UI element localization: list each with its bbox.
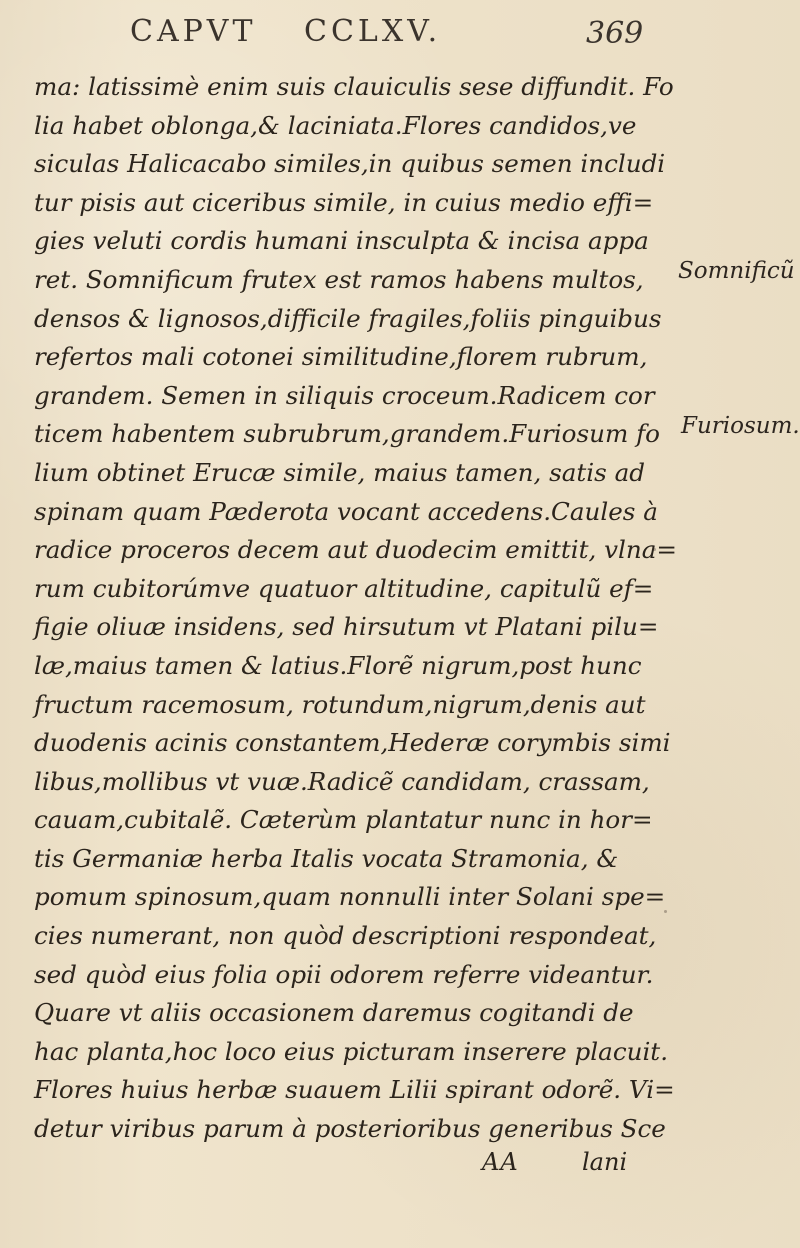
text-line-17: fructum racemosum, rotundum,nigrum,denis aut: [34, 689, 646, 719]
ink-speck: [664, 910, 667, 913]
text-line-18: duodenis acinis constantem,Hederæ corymbis simi: [34, 728, 671, 758]
text-line-23: cies numerant, non quòd descriptioni respondeat,: [34, 921, 657, 951]
page-number: 369: [586, 16, 644, 51]
text-line-12: spinam quam Pæderota vocant accedens.Caules à: [34, 496, 658, 526]
text-line-6: ret. Somnificum frutex est ramos habens multos,: [34, 264, 644, 294]
text-line-1: ma: latissimè enim suis clauiculis sese diffundit. Fo: [34, 72, 674, 101]
text-line-27: Flores huius herbæ suauem Lilii spirant odorẽ. Vi=: [34, 1075, 675, 1105]
catchword: lani: [582, 1148, 628, 1176]
text-line-9: grandem. Semen in siliquis croceum.Radicem cor: [34, 380, 655, 410]
text-line-3: siculas Halicacabo similes,in quibus semen includi: [34, 149, 666, 179]
chapter-number: CCLXV.: [304, 14, 442, 49]
text-line-21: tis Germaniæ herba Italis vocata Stramonia, &: [34, 843, 619, 873]
running-header: [130, 10, 670, 54]
header-title: CAPVT: [130, 14, 257, 49]
text-line-24: sed quòd eius folia opii odorem referre videantur.: [34, 959, 654, 989]
text-line-26: hac planta,hoc loco eius picturam inserere placuit.: [34, 1036, 669, 1066]
text-line-13: radice proceros decem aut duodecim emittit, vlna=: [34, 535, 678, 565]
text-line-5: gies veluti cordis humani insculpta & incisa appa: [34, 226, 649, 256]
main-text-block: [34, 68, 678, 1149]
text-line-16: læ,maius tamen & latius.Florẽ nigrum,post hunc: [34, 650, 642, 680]
text-line-7: densos & lignosos,difficile fragiles,foliis pinguibus: [34, 303, 662, 333]
text-line-28: detur viribus parum à posterioribus generibus Sce: [34, 1114, 666, 1144]
text-line-4: tur pisis aut ciceribus simile, in cuius medio effi=: [34, 187, 654, 217]
text-line-2: lia habet oblonga,& laciniata.Flores candidos,ve: [34, 110, 637, 140]
text-line-8: refertos mali cotonei similitudine,florem rubrum,: [34, 342, 648, 372]
text-line-19: libus,mollibus vt vuæ.Radicẽ candidam, crassam,: [34, 766, 650, 796]
text-line-20: cauam,cubitalẽ. Cæterùm plantatur nunc in hor=: [34, 805, 653, 835]
margin-note-somnificum: Somnificũ: [678, 258, 795, 284]
text-line-11: lium obtinet Erucæ simile, maius tamen, satis ad: [34, 457, 645, 487]
text-line-10: ticem habentem subrubrum,grandem.Furiosum fo: [34, 419, 660, 449]
text-line-25: Quare vt aliis occasionem daremus cogitandi de: [34, 998, 634, 1028]
ink-speck: [653, 548, 656, 551]
page-footer: [0, 1148, 800, 1188]
text-line-14: rum cubitorúmve quatuor altitudine, capitulũ ef=: [34, 573, 654, 603]
margin-note-furiosum: Furiosum.: [681, 413, 800, 439]
text-line-15: figie oliuæ insidens, sed hirsutum vt Platani pilu=: [34, 612, 659, 642]
signature-mark: AA: [482, 1148, 519, 1176]
text-line-22: pomum spinosum,quam nonnulli inter Solani spe=: [34, 882, 666, 912]
